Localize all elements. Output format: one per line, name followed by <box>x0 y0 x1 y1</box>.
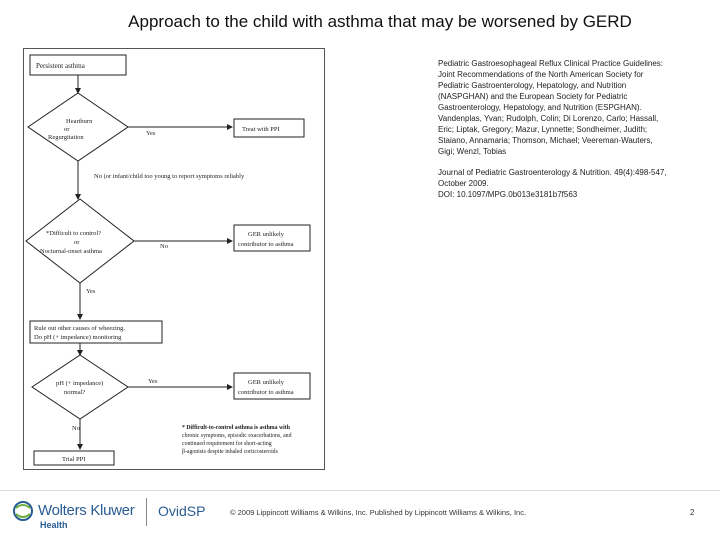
ph-normal-line2: normal? <box>64 389 86 396</box>
reference-authors: Vandenplas, Yvan; Rudolph, Colin; Di Lorenzo, Carlo; Hassall, Eric; Liptak, Gregory; Mazur, Lynnette; Sondheimer, Judith; Staiano, Annamaria; Thomson, Michael; Veereman-Wauters, Gigi; Wenzl, Tobias <box>438 114 659 156</box>
footnote-line3: continued requirement for short-acting <box>182 441 272 447</box>
rule-out-line2: Do pH (+ impedance) monitoring <box>34 334 122 341</box>
rule-out-line1: Rule out other causes of wheezing. <box>34 325 125 332</box>
reference-citation-block <box>438 58 668 210</box>
footer-divider <box>0 490 720 491</box>
difficult-control-diamond <box>26 199 134 283</box>
footnote-line4: β-agonists despite inhaled corticosteroids <box>182 449 278 455</box>
no-infant-label: No (or infant/child too young to report symptoms reliably <box>94 173 245 180</box>
ger-unlikely-2-line2: contributor to asthma <box>238 389 294 396</box>
flowchart-figure <box>23 48 325 470</box>
brand-sub: Health <box>40 520 68 530</box>
heartburn-line1: Heartburn <box>66 118 93 125</box>
ger-unlikely-2-line1: GER unlikely <box>248 379 284 386</box>
copyright-text: © 2009 Lippincott Williams & Wilkins, Inc. Published by Lippincott Williams & Wilkins, Inc. <box>230 508 527 517</box>
difficult-line2: or <box>74 239 80 246</box>
heartburn-diamond <box>28 93 128 161</box>
ger-unlikely-1-line2: contributor to asthma <box>238 241 294 248</box>
no-label-2: No <box>72 425 80 432</box>
yes-label-2: Yes <box>86 288 96 295</box>
difficult-line3: Nocturnal-onset asthma <box>40 248 102 255</box>
wolters-kluwer-logo <box>12 496 142 530</box>
ger-unlikely-1-line1: GER unlikely <box>248 231 284 238</box>
footnote-line1: * Difficult-to-control asthma is asthma with <box>182 425 290 431</box>
trial-ppi-label: Trial PPI <box>62 456 86 463</box>
treat-ppi-label: Treat with PPI <box>242 126 280 133</box>
reference-journal: Journal of Pediatric Gastroenterology & Nutrition. 49(4):498-547, October 2009. <box>438 168 667 188</box>
reference-title: Pediatric Gastroesophageal Reflux Clinical Practice Guidelines: Joint Recommendations of the North American Society for Pediatric Gastroenterology, Hepatology, and Nutrition (NASPGHAN) and the European Society for Pediatric Gastroenterology, Hepatology, and Nutrition (ESPGHAN). <box>438 59 663 112</box>
heartburn-line3: Regurgitation <box>48 134 84 141</box>
ovidsp-logo: OvidSP <box>158 503 206 519</box>
footnote-line2: chronic symptoms, episodic exacerbations, and <box>182 433 292 439</box>
heartburn-line2: or <box>64 126 70 133</box>
persistent-asthma-label: Persistent asthma <box>36 62 85 70</box>
no-label-1: No <box>160 243 168 250</box>
brand-name: Wolters Kluwer <box>38 502 135 519</box>
slide-title: Approach to the child with asthma that may be worsened by GERD <box>128 12 632 31</box>
reference-doi: DOI: 10.1097/MPG.0b013e3181b7f563 <box>438 190 578 199</box>
flowchart-diagram <box>24 49 324 469</box>
wolters-kluwer-globe-icon <box>12 500 34 522</box>
ph-normal-line1: pH (+ impedance) <box>56 380 104 387</box>
yes-label-1: Yes <box>146 130 156 137</box>
yes-label-3: Yes <box>148 378 158 385</box>
ph-normal-diamond <box>32 355 128 419</box>
logo-divider <box>146 498 147 526</box>
page-number: 2 <box>690 508 695 517</box>
difficult-line1: *Difficult to control? <box>46 230 102 237</box>
